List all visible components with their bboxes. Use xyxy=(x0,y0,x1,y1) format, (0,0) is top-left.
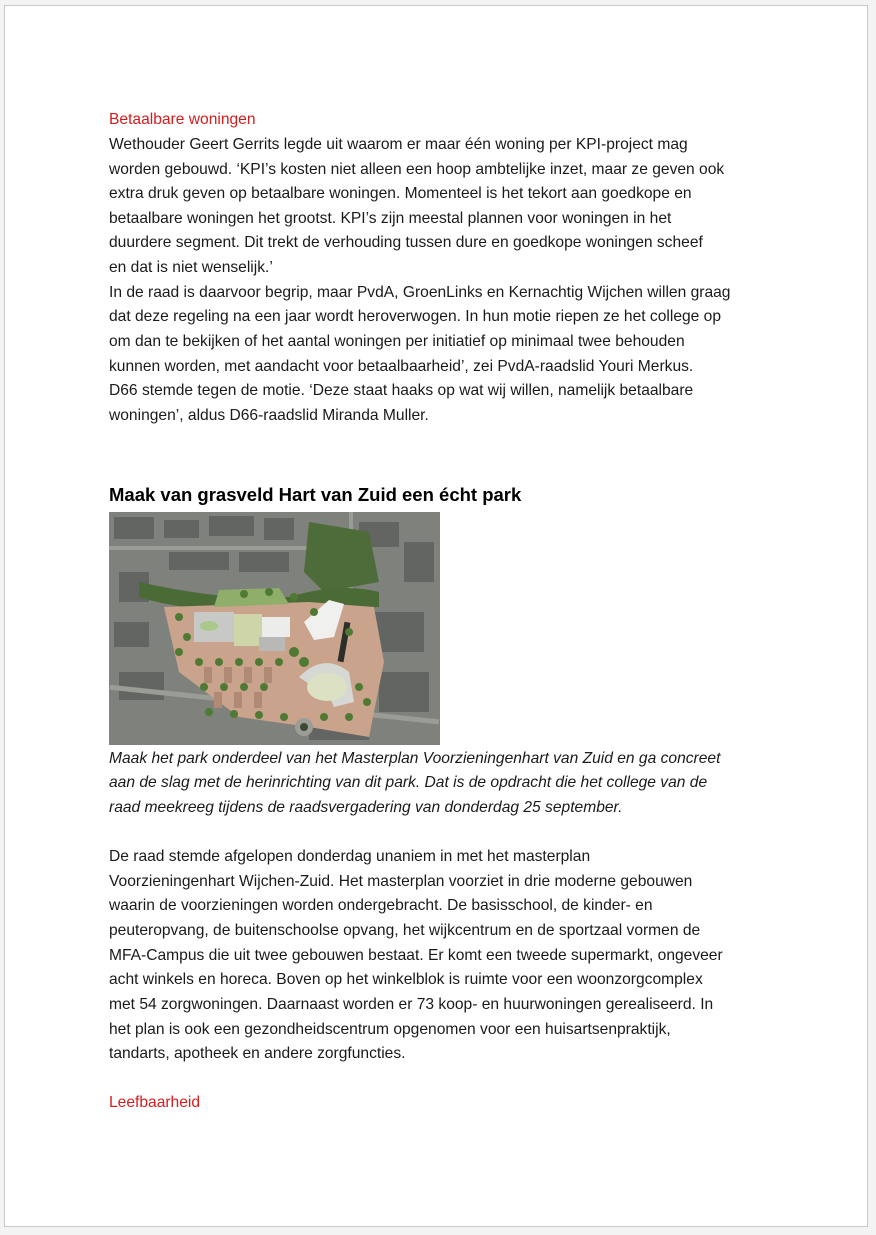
article-body-line: acht winkels en horeca. Boven op het winkelblok is ruimte voor een woonzorgcomplex xyxy=(109,971,703,988)
paragraph-line: D66 stemde tegen de motie. ‘Deze staat haaks op wat wij willen, namelijk betaalbare xyxy=(109,382,694,399)
article-body-line: peuteropvang, de buitenschoolse opvang, het wijkcentrum en de sportzaal vormen de xyxy=(109,922,701,939)
paragraph-line: extra druk geven op betaalbare woningen. Momenteel is het tekort aan goedkope en xyxy=(109,185,692,202)
article-body-line: met 54 zorgwoningen. Daarnaast worden er 73 koop- en huurwoningen gerealiseerd. In xyxy=(109,996,714,1013)
paragraph-line: dat deze regeling na een jaar wordt heroverwogen. In hun motie riepen ze het college op xyxy=(109,308,722,325)
aerial-plan-image xyxy=(109,512,440,745)
paragraph-line: duurdere segment. Dit trekt de verhouding tussen dure en goedkope woningen scheef xyxy=(109,234,703,251)
article-body-line: MFA-Campus die uit twee gebouwen bestaat. Er komt een tweede supermarkt, ongeveer xyxy=(109,947,723,964)
paragraph-line: betaalbare woningen het grootst. KPI’s zijn meestal plannen voor woningen in het xyxy=(109,210,672,227)
article-title: Maak van grasveld Hart van Zuid een écht park xyxy=(109,484,522,505)
paragraph-line: om dan te bekijken of het aantal woningen per initiatief op minimaal twee behouden xyxy=(109,333,685,350)
article-intro-line: Maak het park onderdeel van het Masterplan Voorzieningenhart van Zuid en ga concreet xyxy=(109,750,721,767)
article-body-line: waarin de voorzieningen worden ondergebracht. De basisschool, de kinder- en xyxy=(109,897,653,914)
article-intro-line: raad meekreeg tijdens de raadsvergadering van donderdag 25 september. xyxy=(109,799,623,816)
article-body-line: tandarts, apotheek en andere zorgfuncties. xyxy=(109,1045,406,1062)
article-body-line: het plan is ook een gezondheidscentrum opgenomen voor een huisartsenpraktijk, xyxy=(109,1021,671,1038)
paragraph-line: woningen’, aldus D66-raadslid Miranda Muller. xyxy=(109,407,429,424)
article-intro-line: aan de slag met de herinrichting van dit park. Dat is de opdracht die het college van de xyxy=(109,774,708,791)
subheading-betaalbare-woningen: Betaalbare woningen xyxy=(109,111,256,128)
paragraph-line: Wethouder Geert Gerrits legde uit waarom er maar één woning per KPI-project mag xyxy=(109,136,688,153)
article-body-line: Voorzieningenhart Wijchen-Zuid. Het masterplan voorziet in drie moderne gebouwen xyxy=(109,873,693,890)
article-body-line: De raad stemde afgelopen donderdag unaniem in met het masterplan xyxy=(109,848,591,865)
subheading-leefbaarheid: Leefbaarheid xyxy=(109,1094,201,1111)
paragraph-line: In de raad is daarvoor begrip, maar PvdA, GroenLinks en Kernachtig Wijchen willen graag xyxy=(109,284,731,301)
paragraph-line: en dat is niet wenselijk.’ xyxy=(109,259,273,276)
paragraph-line: worden gebouwd. ‘KPI’s kosten niet alleen een hoop ambtelijke inzet, maar ze geven ook xyxy=(109,161,725,178)
paragraph-line: kunnen worden, met aandacht voor betaalbaarheid’, zei PvdA-raadslid Youri Merkus. xyxy=(109,358,694,375)
document-page xyxy=(4,5,868,1227)
